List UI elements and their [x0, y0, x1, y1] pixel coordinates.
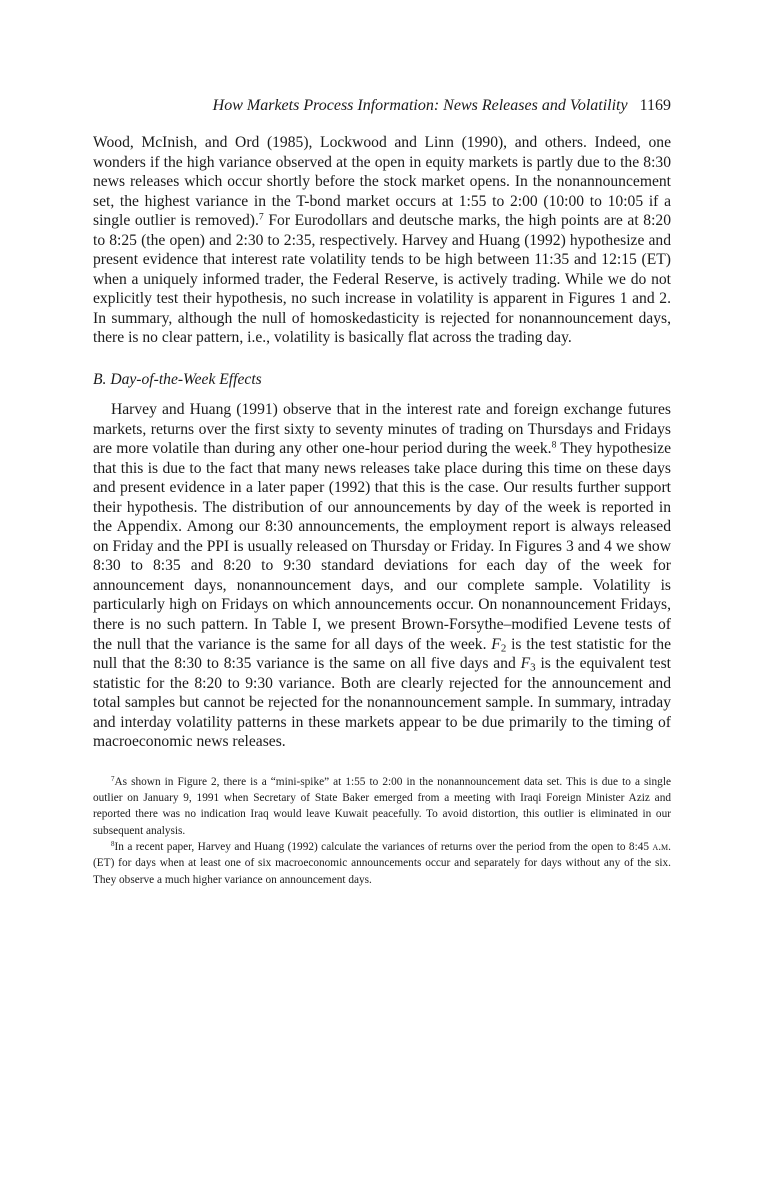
math-f2-letter: F: [491, 635, 501, 653]
paragraph-text: Harvey and Huang (1991) observe that in the interest rate and foreign exchange futures markets, returns over the first sixty to seventy minutes of trading on Thursdays and Fridays are more volatile than during any other one-hour period during the week.: [93, 401, 671, 458]
footnotes: [93, 774, 671, 888]
paragraph-text: Wood, McInish, and Ord (1985), Lockwood and Linn (1990), and others. Indeed, one wonders if the high variance observed at the open in equity markets is partly due to the 8:30 news releases which occur shortly before the stock market opens. In the nonannouncement set, the highest variance in the T-bond market occurs at 1:55 to 2:00 (10:00 to 10:05 if a single outlier is removed).: [93, 134, 671, 230]
math-f3: [521, 655, 531, 672]
math-f2: [491, 636, 501, 653]
paragraph-text: They hypothesize that this is due to the fact that many news releases take place during this time on these days and present evidence in a later paper (1992) that this is the case. Our results further support their hypothesis. The distribution of our announcements by day of the week is reported in the Appendix. Among our 8:30 announcements, the employment report is always released on Friday and the PPI is usually released on Thursday or Friday. In Figures 3 and 4 we show 8:30 to 8:35 and 8:20 to 9:30 standard deviations for each day of the week for announcement days, nonannouncement days, and our complete sample. Volatility is particularly high on Fridays on which announcements occur. On nonannouncement Fridays, there is no such pattern. In Table I, we present Brown-Forsythe–modified Levene tests of the null that the variance is the same for all days of the week.: [93, 440, 671, 653]
footnote-8: [93, 839, 671, 888]
footnote-7: [93, 774, 671, 839]
paragraph-text: For Eurodollars and deutsche marks, the high points are at 8:20 to 8:25 (the open) and 2:30 to 2:35, respectively. Harvey and Huang (1992) hypothesize and present evidence that interest rate volatility tends to be high between 11:35 and 12:15 (ET) when a uniquely informed trader, the Federal Reserve, is actively trading. While we do not explicitly test their hypothesis, no such increase in volatility is apparent in Figures 1 and 2. In summary, although the null of homoskedasticity is rejected for nonannouncement days, there is no clear pattern, i.e., volatility is basically flat across the trading day.: [93, 212, 671, 347]
running-title: How Markets Process Information: News Releases and Volatility: [212, 97, 628, 114]
footnote-text: As shown in Figure 2, there is a “mini-spike” at 1:55 to 2:00 in the nonannouncement data set. This is due to a single outlier on January 9, 1991 when Secretary of State Baker emerged from a meeting with Iraqi Foreign Minister Aziz and reported there was no indication Iraq would leave Kuwait peacefully. To avoid distortion, this outlier is eliminated in our subsequent analysis.: [93, 775, 671, 837]
paragraph-text: is the test statistic for the null that the 8:30 to 8:35 variance is the same on all five days and: [93, 635, 672, 673]
paragraph-text: is the equivalent test statistic for the 8:20 to 9:30 variance. Both are clearly rejected for the announcement and total samples but cannot be rejected for the nonannouncement sample. In summary, intraday and interday volatility patterns in these markets appear to be due primarily to the timing of macroeconomic news releases.: [93, 655, 672, 751]
math-f2-subscript: 2: [500, 642, 507, 655]
page-number: 1169: [639, 97, 671, 114]
section-heading-day-of-week: B. Day-of-the-Week Effects: [93, 371, 262, 389]
footnote-ref-8[interactable]: 8: [551, 439, 557, 451]
footnote-number: 8: [111, 840, 115, 849]
footnote-number: 7: [111, 775, 115, 784]
paragraph-day-of-week: [93, 400, 671, 752]
math-f3-letter: F: [520, 655, 531, 673]
footnote-time-abbrev: a.m.: [652, 841, 671, 854]
footnote-ref-7[interactable]: 7: [258, 211, 264, 223]
page: [93, 96, 671, 888]
paragraph-intraday-patterns: [93, 133, 671, 348]
running-header: [93, 96, 671, 116]
footnote-text: (ET) for days when at least one of six macroeconomic announcements occur and separately for days without any of the six. They observe a much higher variance on announcement days.: [93, 857, 671, 886]
footnote-text: In a recent paper, Harvey and Huang (1992) calculate the variances of returns over the period from the open to 8:45: [114, 841, 653, 854]
math-f3-subscript: 3: [530, 661, 536, 674]
